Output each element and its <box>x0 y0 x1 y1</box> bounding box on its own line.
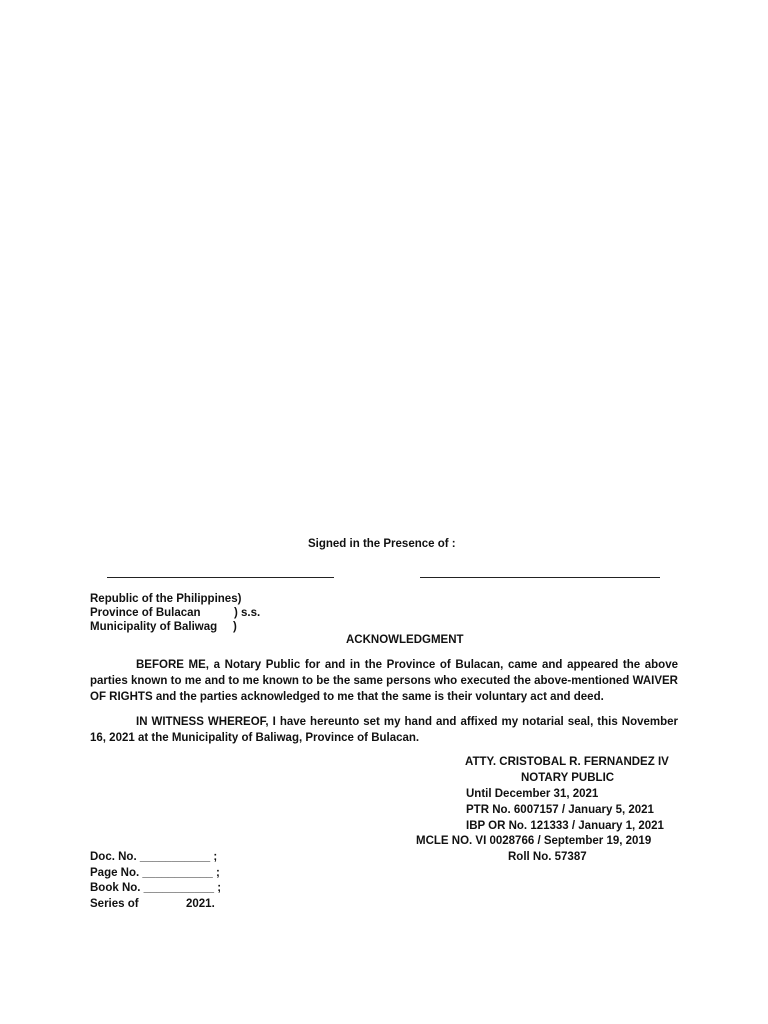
para2-text-after: , I have hereunto set my hand and affixed my notarial seal, this November 16, 2021 at the Municipality of Baliwag, Province of Bulacan. <box>90 716 679 744</box>
venue-province: Province of Bulacan <box>90 607 201 619</box>
notary-until: Until December 31, 2021 <box>466 788 599 800</box>
para1-text-after: and the parties acknowledged to me that the same is their voluntary act and deed. <box>152 691 604 703</box>
doc-number: Doc. No. ___________ ; <box>90 851 218 863</box>
book-number: Book No. ___________ ; <box>90 882 222 894</box>
venue-municipality: Municipality of Baliwag <box>90 621 218 633</box>
notary-title: NOTARY PUBLIC <box>521 772 615 784</box>
notary-roll: Roll No. 57387 <box>508 851 587 863</box>
venue-municipality-paren: ) <box>233 621 237 633</box>
notary-ibp: IBP OR No. 121333 / January 1, 2021 <box>466 820 664 832</box>
para1-emphasis: WAIVER OF RIGHTS <box>90 675 678 703</box>
series-year: 2021. <box>186 898 215 910</box>
venue-ss: ) s.s. <box>234 607 261 619</box>
witness-signature-line-2 <box>420 577 660 578</box>
signed-presence-heading: Signed in the Presence of : <box>308 538 456 550</box>
notary-mcle: MCLE NO. VI 0028766 / September 19, 2019 <box>416 835 652 847</box>
acknowledgment-title: ACKNOWLEDGMENT <box>346 634 464 646</box>
acknowledgment-paragraph-1 <box>90 657 678 705</box>
series-label: Series of <box>90 898 139 910</box>
acknowledgment-paragraph-2 <box>90 714 678 746</box>
notary-ptr: PTR No. 6007157 / January 5, 2021 <box>466 804 654 816</box>
witness-signature-line-1 <box>107 577 334 578</box>
para2-emphasis: IN WITNESS WHEREOF <box>136 716 266 728</box>
page-number: Page No. ___________ ; <box>90 867 220 879</box>
venue-republic: Republic of the Philippines) <box>90 593 242 605</box>
notary-name: ATTY. CRISTOBAL R. FERNANDEZ IV <box>465 756 669 768</box>
para1-text-before: BEFORE ME, a Notary Public for and in the Province of Bulacan, came and appeared the above parties known to me and to me known to be the same persons who executed the above-mentioned <box>90 659 678 687</box>
